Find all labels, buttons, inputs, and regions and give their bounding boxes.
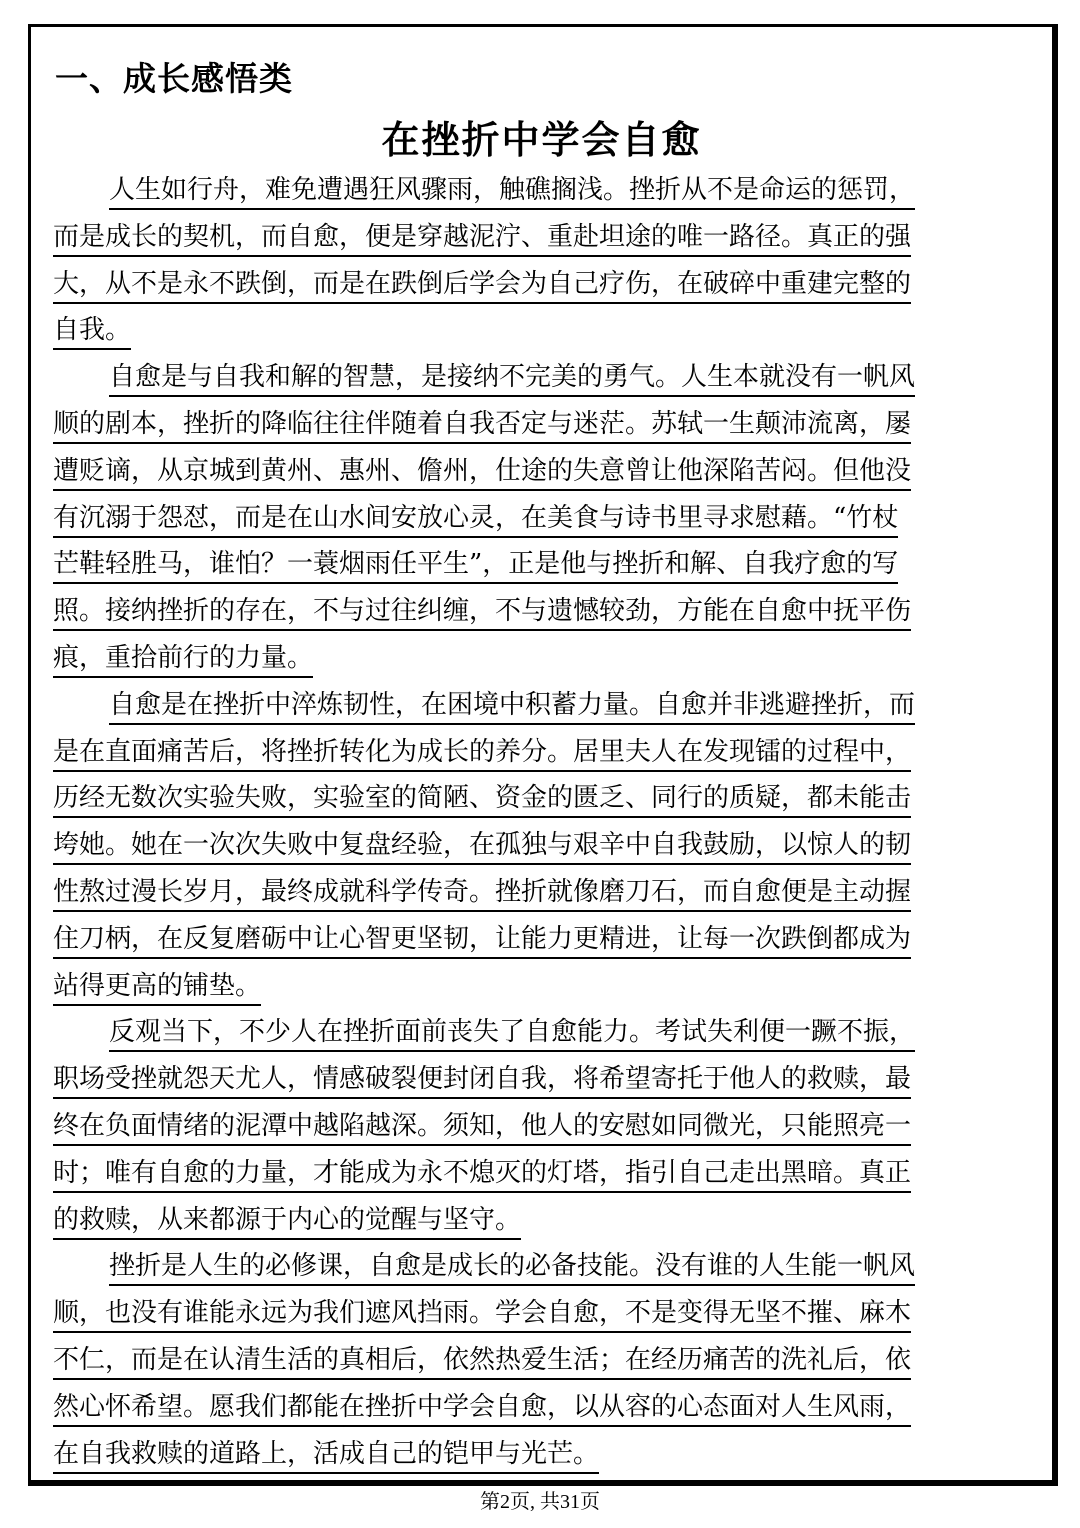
text-line: 住刀柄，在反复磨砺中让心智更坚韧，让能力更精进，让每一次跌倒都成为 [53, 916, 1009, 963]
text-line: 不仁，而是在认清生活的真相后，依然热爱生活；在经历痛苦的洗礼后，依 [53, 1337, 1009, 1384]
essay-body [53, 167, 1009, 1477]
text-line: 自我。 [53, 307, 1009, 354]
text-line: 自愈是在挫折中淬炼韧性，在困境中积蓄力量。自愈并非逃避挫折，而 [53, 682, 1009, 729]
essay-title: 在挫折中学会自愈 [381, 118, 702, 162]
text-line: 痕，重拾前行的力量。 [53, 635, 1009, 682]
text-line: 顺，也没有谁能永远为我们遮风挡雨。学会自愈，不是变得无坚不摧、麻木 [53, 1290, 1009, 1337]
text-line: 的救赎，从来都源于内心的觉醒与坚守。 [53, 1197, 1009, 1244]
text-line: 在自我救赎的道路上，活成自己的铠甲与光芒。 [53, 1431, 1009, 1478]
text-line: 垮她。她在一次次失败中复盘经验，在孤独与艰辛中自我鼓励，以惊人的韧 [53, 822, 1009, 869]
text-line: 时；唯有自愈的力量，才能成为永不熄灭的灯塔，指引自己走出黑暗。真正 [53, 1150, 1009, 1197]
text-line: 站得更高的铺垫。 [53, 963, 1009, 1010]
text-line: 是在直面痛苦后，将挫折转化为成长的养分。居里夫人在发现镭的过程中， [53, 729, 1009, 776]
section-heading: 一、成长感悟类 [55, 59, 293, 98]
text-line: 遭贬谪，从京城到黄州、惠州、儋州，仕途的失意曾让他深陷苦闷。但他没 [53, 448, 1009, 495]
text-line: 自愈是与自我和解的智慧，是接纳不完美的勇气。人生本就没有一帆风 [53, 354, 1009, 401]
text-line: 职场受挫就怨天尤人，情感破裂便封闭自我，将希望寄托于他人的救赎，最 [53, 1056, 1009, 1103]
text-line: 照。接纳挫折的存在，不与过往纠缠，不与遗憾较劲，方能在自愈中抚平伤 [53, 588, 1009, 635]
text-line: 顺的剧本，挫折的降临往往伴随着自我否定与迷茫。苏轼一生颠沛流离，屡 [53, 401, 1009, 448]
text-line: 终在负面情绪的泥潭中越陷越深。须知，他人的安慰如同微光，只能照亮一 [53, 1103, 1009, 1150]
page-number: 第2页, 共31页 [480, 1491, 600, 1513]
text-line: 芒鞋轻胜马，谁怕？一蓑烟雨任平生”，正是他与挫折和解、自我疗愈的写 [53, 541, 1009, 588]
text-line: 人生如行舟，难免遭遇狂风骤雨，触礁搁浅。挫折从不是命运的惩罚， [53, 167, 1009, 214]
text-line: 有沉溺于怨怼，而是在山水间安放心灵，在美食与诗书里寻求慰藉。“竹杖 [53, 495, 1009, 542]
text-line: 历经无数次实验失败，实验室的简陋、资金的匮乏、同行的质疑，都未能击 [53, 775, 1009, 822]
text-line: 而是成长的契机，而自愈，便是穿越泥泞、重赴坦途的唯一路径。真正的强 [53, 214, 1009, 261]
text-line: 性熬过漫长岁月，最终成就科学传奇。挫折就像磨刀石，而自愈便是主动握 [53, 869, 1009, 916]
text-line: 大，从不是永不跌倒，而是在跌倒后学会为自己疗伤，在破碎中重建完整的 [53, 261, 1009, 308]
text-line: 挫折是人生的必修课，自愈是成长的必备技能。没有谁的人生能一帆风 [53, 1243, 1009, 1290]
text-line: 然心怀希望。愿我们都能在挫折中学会自愈，以从容的心态面对人生风雨， [53, 1384, 1009, 1431]
page-frame [28, 24, 1058, 1486]
text-line: 反观当下，不少人在挫折面前丧失了自愈能力。考试失利便一蹶不振， [53, 1009, 1009, 1056]
